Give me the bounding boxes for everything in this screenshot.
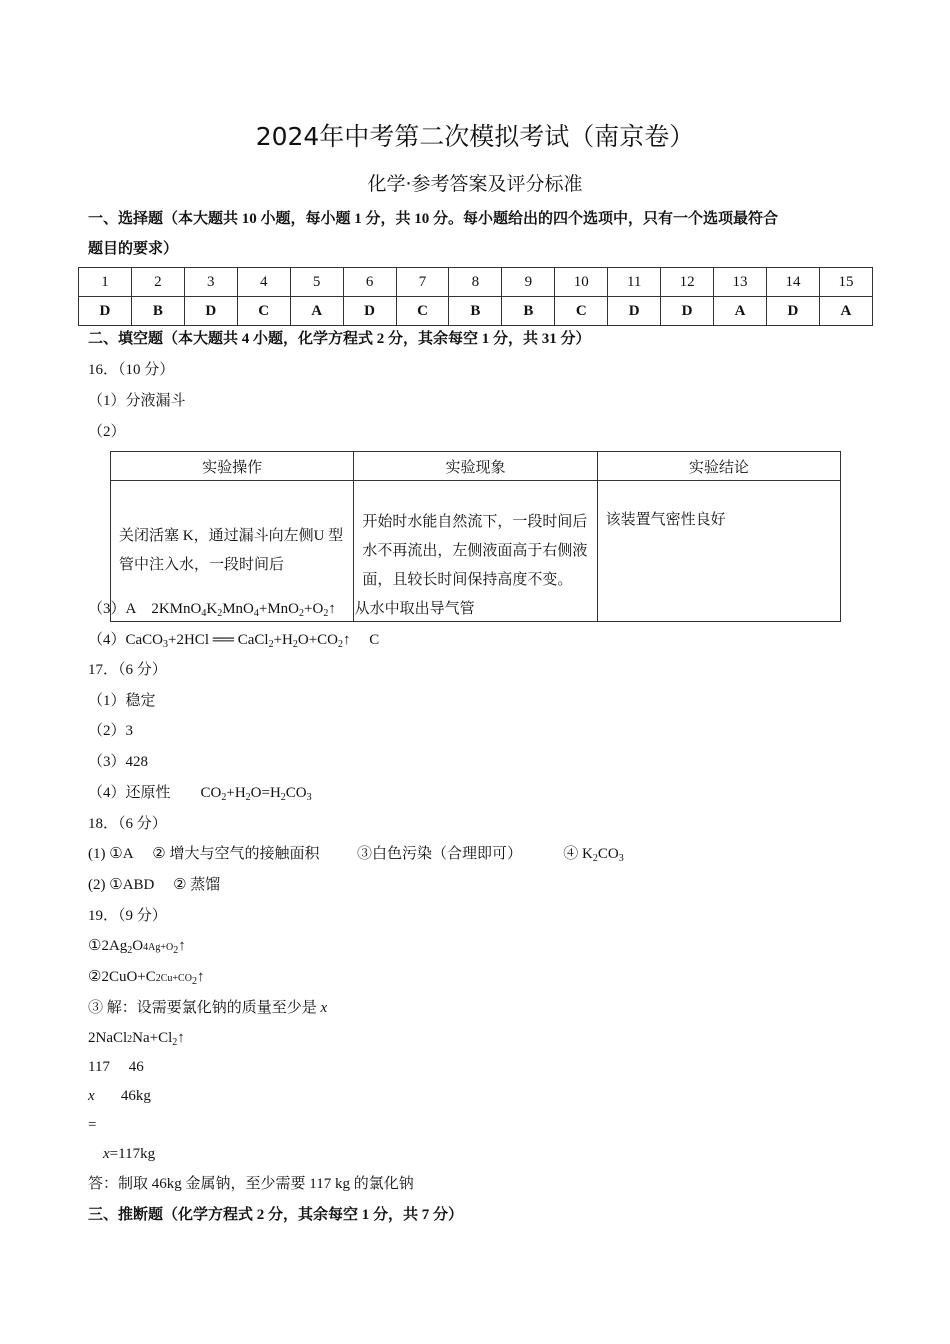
answer-number-cell: 11 xyxy=(608,268,661,297)
answer-number-cell: 3 xyxy=(184,268,237,297)
q16-part2: （2） xyxy=(88,424,126,440)
q19-line9: 答：制取 46kg 金属钠，至少需要 117 kg 的氯化钠 xyxy=(88,1176,414,1192)
exp-header-conclusion: 实验结论 xyxy=(597,452,840,481)
answer-letter-cell: D xyxy=(661,297,714,326)
q18-part1: (1) ①A ② 增大与空气的接触面积 ③白色污染（合理即可） ④ $K_2CO_3$ xyxy=(88,846,624,864)
q19-line5: 117 46 xyxy=(88,1059,144,1075)
exp-header-operation: 实验操作 xyxy=(111,452,354,481)
exp-cell-operation: 关闭活塞 K，通过漏斗向左侧U 型管中注入水，一段时间后 xyxy=(111,481,354,622)
answer-number-cell: 1 xyxy=(79,268,132,297)
section1-heading: 一、选择题（本大题共 10 小题，每小题 1 分，共 10 分。每小题给出的四个选项中，只有一个选项最符合 xyxy=(88,211,779,227)
answer-number-cell: 10 xyxy=(555,268,608,297)
section2-heading: 二、填空题（本大题共 4 小题，化学方程式 2 分，其余每空 1 分，共 31 分） xyxy=(88,331,591,347)
page-subtitle: 化学·参考答案及评分标准 xyxy=(367,173,583,195)
q19-label: 19．（9 分） xyxy=(88,908,167,924)
answer-number-cell: 8 xyxy=(449,268,502,297)
q18-part2: (2) ①ABD ② 蒸馏 xyxy=(88,877,221,893)
q16-part3-answer: （3）A xyxy=(88,601,137,617)
answer-number-cell: 7 xyxy=(396,268,449,297)
answer-number-row xyxy=(79,268,873,297)
answer-letter-cell: B xyxy=(131,297,184,326)
answer-letter-cell: C xyxy=(237,297,290,326)
q16-part1: （1）分液漏斗 xyxy=(88,393,186,409)
answer-number-cell: 2 xyxy=(131,268,184,297)
q17-label: 17．（6 分） xyxy=(88,662,167,678)
answer-table xyxy=(78,267,873,326)
experiment-table xyxy=(110,451,841,622)
answer-letter-cell: A xyxy=(819,297,872,326)
section1-heading-cont: 题目的要求） xyxy=(88,241,179,257)
q19-line4: $2NaCl2Na+Cl_2↑$ xyxy=(88,1030,185,1048)
q16-label: 16．（10 分） xyxy=(88,362,175,378)
answer-letter-cell: D xyxy=(343,297,396,326)
page-title: 2024年中考第二次模拟考试（南京卷） xyxy=(255,122,695,151)
answer-letter-cell: D xyxy=(79,297,132,326)
answer-number-cell: 5 xyxy=(290,268,343,297)
answer-number-cell: 15 xyxy=(819,268,872,297)
q17-part2: （2）3 xyxy=(88,723,134,739)
answer-letter-cell: B xyxy=(502,297,555,326)
q17-part3: （3）428 xyxy=(88,754,149,770)
answer-number-cell: 12 xyxy=(661,268,714,297)
answer-number-cell: 9 xyxy=(502,268,555,297)
answer-number-cell: 4 xyxy=(237,268,290,297)
q18-label: 18．（6 分） xyxy=(88,816,167,832)
answer-letter-cell: B xyxy=(449,297,502,326)
section3-heading: 三、推断题（化学方程式 2 分，其余每空 1 分，共 7 分） xyxy=(88,1207,464,1223)
q16-part4: （4）CaCO$_3$+2HCl ══ $CaCl_2+H_2O+CO_2↑$ C xyxy=(88,632,380,650)
answer-letter-cell: C xyxy=(555,297,608,326)
q16-part3: （3）A $2KMnO_4K_2MnO_4+MnO_2+O_2↑$ 从水中取出导气管 xyxy=(88,601,475,619)
q19-line3: ③ 解：设需要氯化钠的质量至少是 x xyxy=(88,1000,328,1016)
q19-line8: x=117kg xyxy=(103,1146,156,1162)
q17-part1: （1）稳定 xyxy=(88,693,156,709)
answer-letter-cell: C xyxy=(396,297,449,326)
q19-line6: x 46kg xyxy=(88,1088,151,1104)
answer-letter-cell: D xyxy=(184,297,237,326)
q19-line2: $②2CuO+C2Cu+CO_2↑$ xyxy=(88,969,205,987)
q17-part4: （4）还原性 $CO_2+H_2O=H_2CO_3$ xyxy=(88,785,312,803)
q19-line7: = xyxy=(88,1117,97,1133)
q19-line1: $①2Ag_2O4Ag+O_2↑$ xyxy=(88,938,186,956)
answer-letter-cell: D xyxy=(608,297,661,326)
answer-letter-row xyxy=(79,297,873,326)
answer-letter-cell: A xyxy=(290,297,343,326)
q16-part3-suffix: 从水中取出导气管 xyxy=(354,601,475,617)
answer-number-cell: 6 xyxy=(343,268,396,297)
exp-cell-phenomenon: 开始时水能自然流下，一段时间后水不再流出，左侧液面高于右侧液面，且较长时间保持高度不变。 xyxy=(354,481,597,622)
answer-letter-cell: A xyxy=(714,297,767,326)
answer-number-cell: 14 xyxy=(766,268,819,297)
exp-cell-conclusion: 该装置气密性良好 xyxy=(597,481,840,622)
answer-letter-cell: D xyxy=(766,297,819,326)
answer-number-cell: 13 xyxy=(714,268,767,297)
exp-header-phenomenon: 实验现象 xyxy=(354,452,597,481)
